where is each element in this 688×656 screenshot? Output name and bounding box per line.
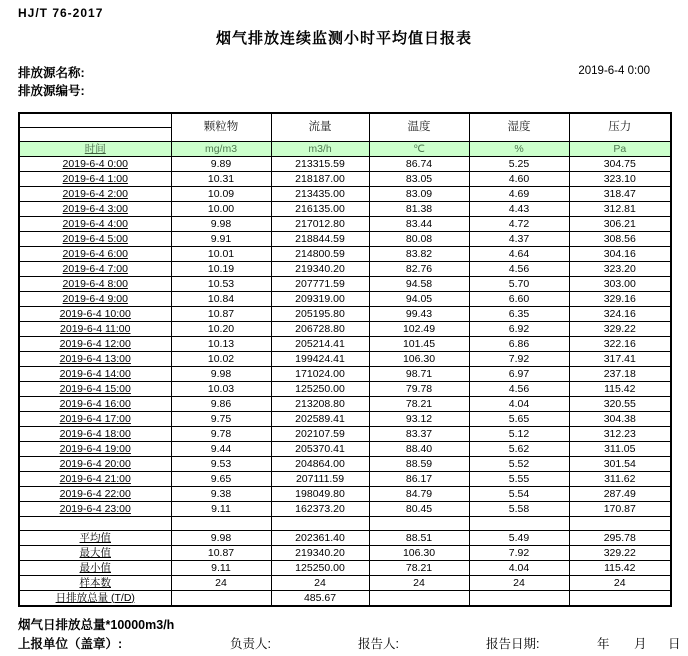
time-cell: 2019-6-4 9:00: [19, 292, 171, 307]
value-cell: [369, 591, 469, 607]
value-cell: 24: [271, 576, 369, 591]
value-cell: 312.23: [569, 427, 671, 442]
value-cell: 9.11: [171, 561, 271, 576]
time-cell: 2019-6-4 7:00: [19, 262, 171, 277]
corner-cell: [19, 113, 171, 142]
summary-label: 最小值: [19, 561, 171, 576]
data-row: [19, 202, 671, 217]
value-cell: 213435.00: [271, 187, 369, 202]
value-cell: 24: [569, 576, 671, 591]
value-cell: 323.10: [569, 172, 671, 187]
value-cell: 9.89: [171, 157, 271, 172]
summary-label: 最大值: [19, 546, 171, 561]
value-cell: 125250.00: [271, 561, 369, 576]
value-cell: 86.17: [369, 472, 469, 487]
time-cell: 2019-6-4 17:00: [19, 412, 171, 427]
summary-row: [19, 546, 671, 561]
unit-temperature: ℃: [369, 142, 469, 157]
time-cell: 2019-6-4 6:00: [19, 247, 171, 262]
value-cell: 79.78: [369, 382, 469, 397]
page-title: 烟气排放连续监测小时平均值日报表: [215, 30, 472, 47]
data-row: [19, 502, 671, 517]
value-cell: 213208.80: [271, 397, 369, 412]
data-row: [19, 322, 671, 337]
value-cell: 102.49: [369, 322, 469, 337]
value-cell: 199424.41: [271, 352, 369, 367]
value-cell: 10.09: [171, 187, 271, 202]
value-cell: 218844.59: [271, 232, 369, 247]
value-cell: 10.13: [171, 337, 271, 352]
value-cell: 9.91: [171, 232, 271, 247]
data-row: [19, 232, 671, 247]
value-cell: 207771.59: [271, 277, 369, 292]
column-header-flow: 流量: [271, 113, 369, 142]
value-cell: 4.56: [469, 382, 569, 397]
report-datetime: 2019-6-4 0:00: [578, 65, 650, 77]
value-cell: 5.49: [469, 531, 569, 546]
value-cell: 204864.00: [271, 457, 369, 472]
summary-label: 平均值: [19, 531, 171, 546]
value-cell: 84.79: [369, 487, 469, 502]
value-cell: 6.92: [469, 322, 569, 337]
value-cell: 317.41: [569, 352, 671, 367]
value-cell: 83.05: [369, 172, 469, 187]
data-row: [19, 292, 671, 307]
value-cell: 4.04: [469, 397, 569, 412]
value-cell: 4.72: [469, 217, 569, 232]
time-cell: 2019-6-4 16:00: [19, 397, 171, 412]
data-row: [19, 172, 671, 187]
value-cell: 24: [469, 576, 569, 591]
value-cell: 295.78: [569, 531, 671, 546]
value-cell: 5.52: [469, 457, 569, 472]
data-row: [19, 157, 671, 172]
value-cell: [569, 591, 671, 607]
time-cell: 2019-6-4 11:00: [19, 322, 171, 337]
spacer-cell: [19, 517, 171, 531]
value-cell: 207111.59: [271, 472, 369, 487]
value-cell: 78.21: [369, 561, 469, 576]
value-cell: 24: [369, 576, 469, 591]
time-cell: 2019-6-4 12:00: [19, 337, 171, 352]
value-cell: 324.16: [569, 307, 671, 322]
value-cell: 4.56: [469, 262, 569, 277]
value-cell: 205370.41: [271, 442, 369, 457]
time-cell: 2019-6-4 22:00: [19, 487, 171, 502]
data-row: [19, 412, 671, 427]
data-row: [19, 352, 671, 367]
unit-particulate: mg/m3: [171, 142, 271, 157]
value-cell: 304.75: [569, 157, 671, 172]
value-cell: 170.87: [569, 502, 671, 517]
column-header-pressure: 压力: [569, 113, 671, 142]
value-cell: [271, 517, 369, 531]
value-cell: 9.98: [171, 531, 271, 546]
value-cell: 308.56: [569, 232, 671, 247]
time-cell: 2019-6-4 18:00: [19, 427, 171, 442]
value-cell: 9.65: [171, 472, 271, 487]
value-cell: 206728.80: [271, 322, 369, 337]
value-cell: 106.30: [369, 546, 469, 561]
value-cell: 83.82: [369, 247, 469, 262]
value-cell: 83.09: [369, 187, 469, 202]
value-cell: 10.00: [171, 202, 271, 217]
value-cell: 219340.20: [271, 546, 369, 561]
value-cell: [369, 517, 469, 531]
value-cell: 301.54: [569, 457, 671, 472]
value-cell: 323.20: [569, 262, 671, 277]
standard-number: HJ/T 76-2017: [18, 6, 104, 20]
value-cell: 86.74: [369, 157, 469, 172]
value-cell: 125250.00: [271, 382, 369, 397]
summary-row: [19, 576, 671, 591]
value-cell: 287.49: [569, 487, 671, 502]
time-cell: 2019-6-4 4:00: [19, 217, 171, 232]
value-cell: 106.30: [369, 352, 469, 367]
value-cell: 9.98: [171, 367, 271, 382]
value-cell: 303.00: [569, 277, 671, 292]
units-row: [19, 142, 671, 157]
data-row: [19, 247, 671, 262]
value-cell: 5.54: [469, 487, 569, 502]
column-header-temperature: 温度: [369, 113, 469, 142]
data-row: [19, 487, 671, 502]
value-cell: 322.16: [569, 337, 671, 352]
data-row: [19, 442, 671, 457]
source-code-label: 排放源编号:: [18, 84, 85, 98]
value-cell: 219340.20: [271, 262, 369, 277]
value-cell: 88.51: [369, 531, 469, 546]
time-cell: 2019-6-4 10:00: [19, 307, 171, 322]
value-cell: 329.16: [569, 292, 671, 307]
value-cell: 202589.41: [271, 412, 369, 427]
data-row: [19, 472, 671, 487]
value-cell: 304.38: [569, 412, 671, 427]
data-row: [19, 277, 671, 292]
value-cell: 318.47: [569, 187, 671, 202]
data-row: [19, 457, 671, 472]
value-cell: 94.58: [369, 277, 469, 292]
report-table: [18, 112, 672, 607]
value-cell: 214800.59: [271, 247, 369, 262]
value-cell: 198049.80: [271, 487, 369, 502]
total-emission-note: 烟气日排放总量*10000m3/h: [18, 618, 175, 632]
report-date-label: 报告日期:: [486, 637, 540, 651]
value-cell: 80.45: [369, 502, 469, 517]
value-cell: 9.98: [171, 217, 271, 232]
data-row: [19, 337, 671, 352]
value-cell: 81.38: [369, 202, 469, 217]
day-label: 日: [668, 637, 681, 651]
value-cell: [569, 517, 671, 531]
value-cell: 94.05: [369, 292, 469, 307]
value-cell: 237.18: [569, 367, 671, 382]
data-row: [19, 307, 671, 322]
value-cell: 162373.20: [271, 502, 369, 517]
value-cell: [171, 517, 271, 531]
data-row: [19, 367, 671, 382]
value-cell: 485.67: [271, 591, 369, 607]
value-cell: 4.04: [469, 561, 569, 576]
value-cell: 83.44: [369, 217, 469, 232]
unit-pressure: Pa: [569, 142, 671, 157]
value-cell: 24: [171, 576, 271, 591]
value-cell: 5.12: [469, 427, 569, 442]
value-cell: 88.40: [369, 442, 469, 457]
value-cell: 78.21: [369, 397, 469, 412]
value-cell: [469, 591, 569, 607]
time-cell: 2019-6-4 15:00: [19, 382, 171, 397]
value-cell: 10.03: [171, 382, 271, 397]
value-cell: 6.86: [469, 337, 569, 352]
value-cell: 115.42: [569, 561, 671, 576]
value-cell: 5.62: [469, 442, 569, 457]
summary-row: [19, 591, 671, 607]
value-cell: 7.92: [469, 546, 569, 561]
data-row: [19, 427, 671, 442]
value-cell: 306.21: [569, 217, 671, 232]
value-cell: 83.37: [369, 427, 469, 442]
value-cell: [171, 591, 271, 607]
time-cell: 2019-6-4 8:00: [19, 277, 171, 292]
value-cell: 202361.40: [271, 531, 369, 546]
time-cell: 2019-6-4 3:00: [19, 202, 171, 217]
value-cell: 312.81: [569, 202, 671, 217]
value-cell: 10.02: [171, 352, 271, 367]
value-cell: 329.22: [569, 546, 671, 561]
data-row: [19, 187, 671, 202]
value-cell: 5.58: [469, 502, 569, 517]
data-row: [19, 397, 671, 412]
value-cell: [469, 517, 569, 531]
value-cell: 10.87: [171, 307, 271, 322]
value-cell: 205195.80: [271, 307, 369, 322]
value-cell: 80.08: [369, 232, 469, 247]
value-cell: 171024.00: [271, 367, 369, 382]
value-cell: 209319.00: [271, 292, 369, 307]
time-cell: 2019-6-4 2:00: [19, 187, 171, 202]
value-cell: 9.38: [171, 487, 271, 502]
value-cell: 98.71: [369, 367, 469, 382]
value-cell: 6.97: [469, 367, 569, 382]
value-cell: 10.87: [171, 546, 271, 561]
time-cell: 2019-6-4 5:00: [19, 232, 171, 247]
time-cell: 2019-6-4 0:00: [19, 157, 171, 172]
value-cell: 311.05: [569, 442, 671, 457]
value-cell: 82.76: [369, 262, 469, 277]
time-header: 时间: [19, 142, 171, 157]
time-cell: 2019-6-4 20:00: [19, 457, 171, 472]
value-cell: 4.37: [469, 232, 569, 247]
summary-row: [19, 531, 671, 546]
time-cell: 2019-6-4 23:00: [19, 502, 171, 517]
value-cell: 202107.59: [271, 427, 369, 442]
value-cell: 4.69: [469, 187, 569, 202]
reporter-label: 报告人:: [358, 637, 399, 651]
value-cell: 4.64: [469, 247, 569, 262]
spacer-row: [19, 517, 671, 531]
summary-label: 样本数: [19, 576, 171, 591]
value-cell: 10.20: [171, 322, 271, 337]
time-cell: 2019-6-4 14:00: [19, 367, 171, 382]
value-cell: 213315.59: [271, 157, 369, 172]
value-cell: 218187.00: [271, 172, 369, 187]
value-cell: 9.86: [171, 397, 271, 412]
value-cell: 9.75: [171, 412, 271, 427]
value-cell: 10.84: [171, 292, 271, 307]
column-header-row: [19, 113, 671, 142]
corner-divider: [20, 114, 171, 128]
value-cell: 4.43: [469, 202, 569, 217]
time-cell: 2019-6-4 13:00: [19, 352, 171, 367]
data-row: [19, 382, 671, 397]
value-cell: 205214.41: [271, 337, 369, 352]
value-cell: 6.35: [469, 307, 569, 322]
value-cell: 9.53: [171, 457, 271, 472]
value-cell: 88.59: [369, 457, 469, 472]
value-cell: 5.70: [469, 277, 569, 292]
signature-line: [0, 634, 688, 650]
value-cell: 93.12: [369, 412, 469, 427]
value-cell: 115.42: [569, 382, 671, 397]
value-cell: 10.53: [171, 277, 271, 292]
column-header-particulate: 颗粒物: [171, 113, 271, 142]
summary-label: 日排放总量 (T/D): [19, 591, 171, 607]
column-header-humidity: 湿度: [469, 113, 569, 142]
value-cell: 311.62: [569, 472, 671, 487]
value-cell: 329.22: [569, 322, 671, 337]
value-cell: 304.16: [569, 247, 671, 262]
value-cell: 4.60: [469, 172, 569, 187]
time-cell: 2019-6-4 19:00: [19, 442, 171, 457]
year-label: 年: [597, 637, 610, 651]
unit-flow: m3/h: [271, 142, 369, 157]
value-cell: 99.43: [369, 307, 469, 322]
value-cell: 9.44: [171, 442, 271, 457]
responsible-label: 负责人:: [230, 637, 271, 651]
value-cell: 5.25: [469, 157, 569, 172]
value-cell: 10.19: [171, 262, 271, 277]
value-cell: 320.55: [569, 397, 671, 412]
value-cell: 9.78: [171, 427, 271, 442]
value-cell: 10.31: [171, 172, 271, 187]
value-cell: 9.11: [171, 502, 271, 517]
value-cell: 10.01: [171, 247, 271, 262]
unit-humidity: %: [469, 142, 569, 157]
value-cell: 216135.00: [271, 202, 369, 217]
data-row: [19, 262, 671, 277]
source-name-label: 排放源名称:: [18, 66, 85, 80]
summary-row: [19, 561, 671, 576]
time-cell: 2019-6-4 21:00: [19, 472, 171, 487]
value-cell: 5.55: [469, 472, 569, 487]
value-cell: 5.65: [469, 412, 569, 427]
value-cell: 7.92: [469, 352, 569, 367]
time-cell: 2019-6-4 1:00: [19, 172, 171, 187]
value-cell: 217012.80: [271, 217, 369, 232]
data-row: [19, 217, 671, 232]
value-cell: 6.60: [469, 292, 569, 307]
value-cell: 101.45: [369, 337, 469, 352]
report-unit-label: 上报单位（盖章）:: [18, 637, 123, 651]
month-label: 月: [634, 637, 647, 651]
